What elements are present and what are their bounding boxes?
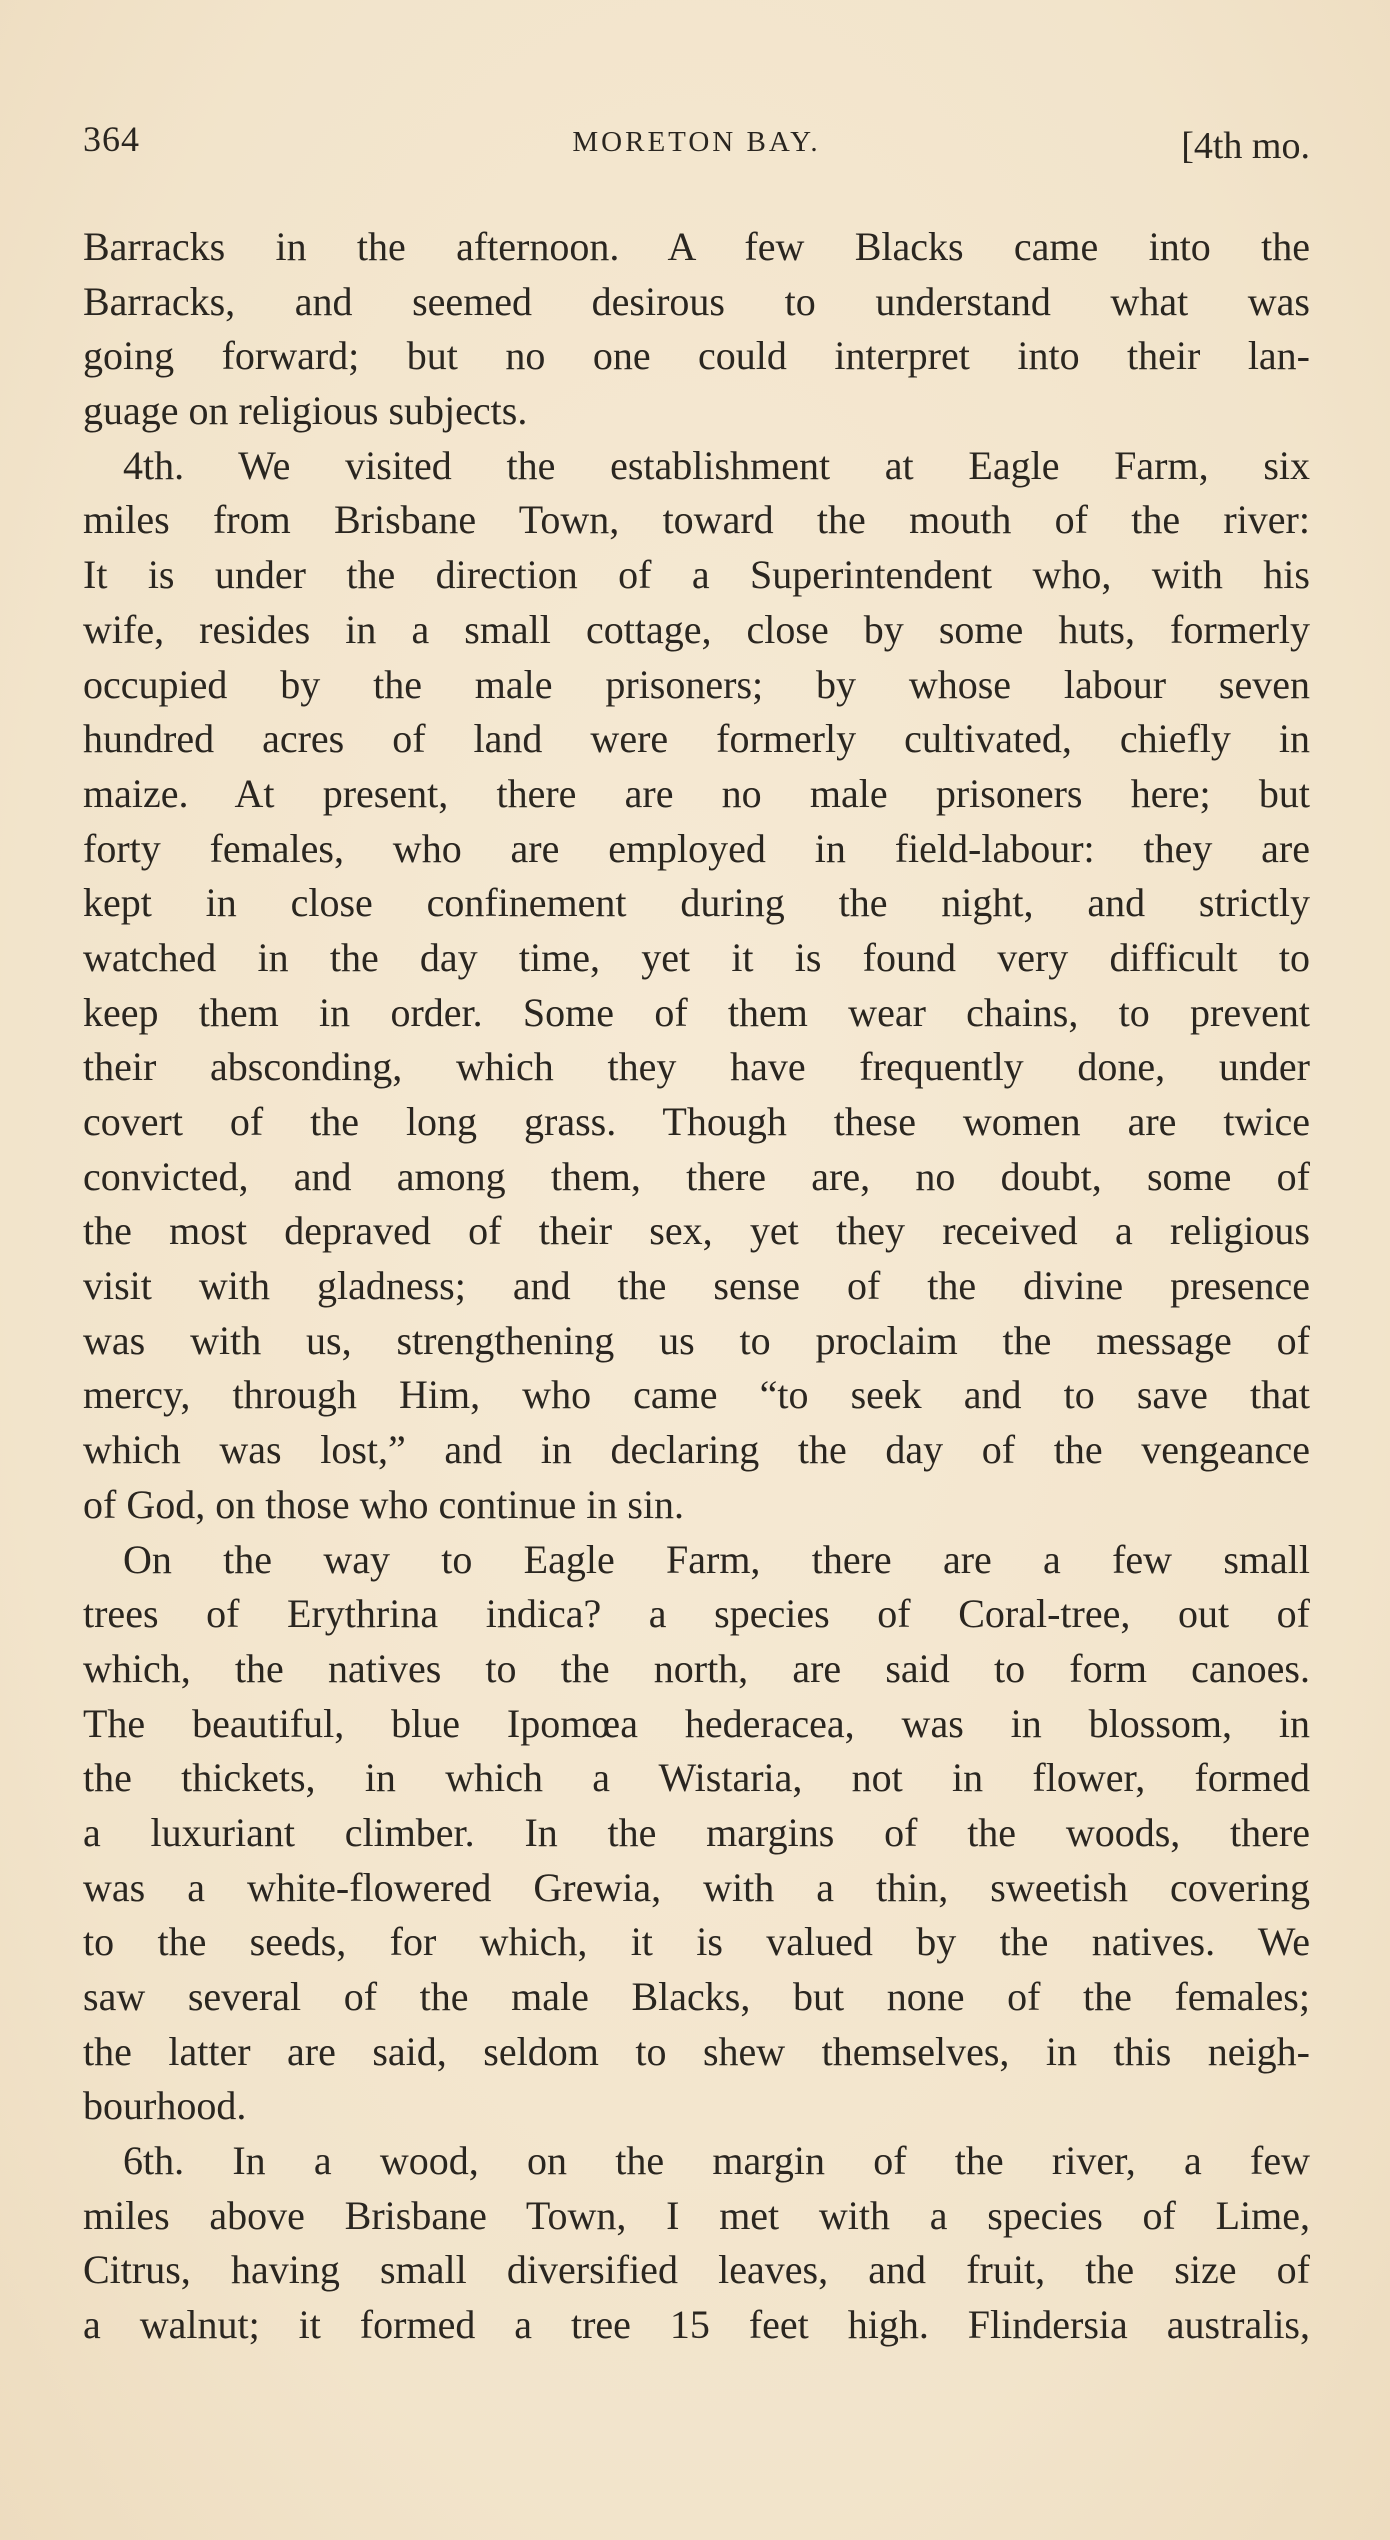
text-line: watched in the day time, yet it is found very difficult to [83,934,1310,980]
text-line: Barracks in the afternoon. A few Blacks came into the [83,224,1310,269]
text-line: keep them in order. Some of them wear chains, to prevent [83,989,1310,1035]
paragraph-start-line: On the way to Eagle Farm, there are a few small [123,1536,1310,1582]
body-text [83,220,1310,2353]
text-line: visit with gladness; and the sense of the divine presence [83,1263,1310,1309]
text-line: saw several of the male Blacks, but none of the females; [83,1974,1310,2019]
text-line: which was lost,” and in declaring the day of the vengeance [83,1427,1310,1473]
date-marker: [4th mo. [1181,125,1310,167]
text-line: occupied by the male prisoners; by whose labour seven [83,661,1310,707]
text-line: guage on religious subjects. [83,388,528,434]
text-line: Barracks, and seemed desirous to understand what was [83,278,1310,324]
text-line: The beautiful, blue Ipomœa hederacea, was in blossom, in [83,1700,1310,1746]
text-line: of God, on those who continue in sin. [83,1481,685,1527]
text-line: miles above Brisbane Town, I met with a species of Lime, [83,2192,1310,2238]
page-number: 364 [83,119,140,159]
text-line: a walnut; it formed a tree 15 feet high. Flindersia australis, [83,2302,1310,2348]
text-line: the most depraved of their sex, yet they received a religious [83,1208,1310,1254]
text-line: forty females, who are employed in field-labour: they are [83,825,1310,871]
text-line: trees of Erythrina indica? a species of Coral-tree, out of [83,1591,1310,1637]
text-line: miles from Brisbane Town, toward the mouth of the river: [83,497,1310,543]
running-title: MORETON BAY. [572,126,821,158]
paragraph-start-line: 4th. We visited the establishment at Eagle Farm, six [123,442,1310,488]
text-line: the latter are said, seldom to shew themselves, in this neigh- [83,2028,1310,2074]
text-line: was a white-flowered Grewia, with a thin, sweetish covering [83,1864,1310,1910]
running-head [83,118,1310,178]
text-line: covert of the long grass. Though these women are twice [83,1099,1310,1144]
text-line: bourhood. [83,2083,247,2129]
text-line: hundred acres of land were formerly cultivated, chiefly in [83,716,1310,762]
text-line: It is under the direction of a Superintendent who, with his [83,552,1310,598]
text-line: going forward; but no one could interpret into their lan- [83,333,1310,379]
text-line: which, the natives to the north, are said to form canoes. [83,1645,1310,1691]
text-line: maize. At present, there are no male prisoners here; but [83,770,1310,816]
text-line: was with us, strengthening us to proclaim the message of [83,1317,1310,1363]
text-line: to the seeds, for which, it is valued by the natives. We [83,1919,1310,1965]
text-line: the thickets, in which a Wistaria, not in flower, formed [83,1755,1310,1801]
text-line: a luxuriant climber. In the margins of the woods, there [83,1809,1310,1855]
paragraph-start-line: 6th. In a wood, on the margin of the river, a few [123,2138,1310,2184]
text-line: Citrus, having small diversified leaves, and fruit, the size of [83,2247,1310,2293]
text-line: kept in close confinement during the night, and strictly [83,880,1310,926]
text-line: wife, resides in a small cottage, close by some huts, formerly [83,606,1310,652]
text-line: convicted, and among them, there are, no doubt, some of [83,1153,1310,1199]
text-line: mercy, through Him, who came “to seek and to save that [83,1372,1310,1418]
text-line: their absconding, which they have frequently done, under [83,1044,1310,1090]
